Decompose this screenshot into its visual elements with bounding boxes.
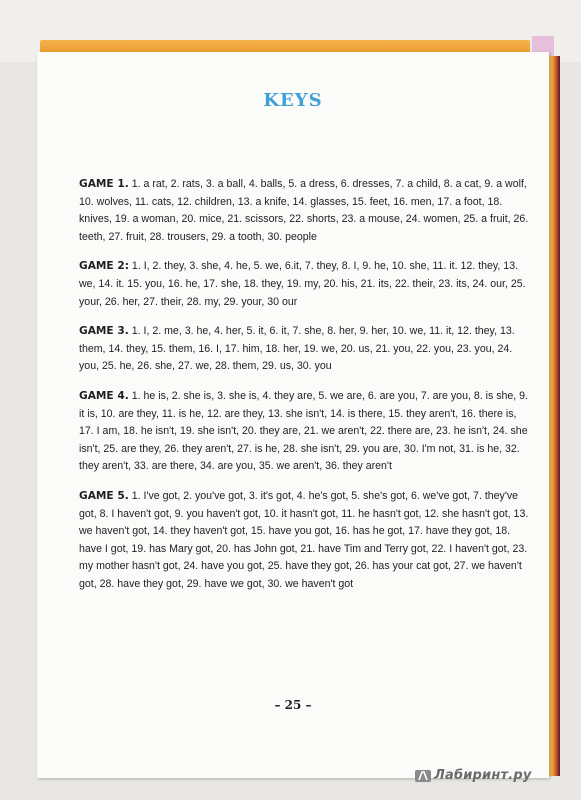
keys-content (79, 176, 529, 605)
game-answers-text: 1. I, 2. me, 3. he, 4. her, 5. it, 6. it, 7. she, 8. her, 9. her, 10. we, 11. it, 12. they, 13. them, 14. they, 15. them, 16. I, 17. him, 18. her, 19. we, 20. us, 21. you, 22. you, 23. you, 24. you, 25. he, 26. she, 27. we, 28. them, 29. us, 30. you (79, 325, 515, 373)
game-answers-text: 1. a rat, 2. rats, 3. a ball, 4. balls, 5. a dress, 6. dresses, 7. a child, 8. a cat, 9. a wolf, 10. wolves, 11. cats, 12. children, 13. a knife, 14. glasses, 15. feet, 16. men, 17. a foot, 18. knives, 19. a woman, 20. mice, 21. scissors, 22. shorts, 23. a mouse, 24. women, 25. a fruit, 26. teeth, 27. fruit, 28. trousers, 29. a tooth, 30. people (79, 178, 529, 243)
book-side-edge (548, 56, 560, 776)
labirint-logo-icon (414, 768, 432, 784)
game-label: GAME 4. (79, 389, 129, 402)
game-answers-text: 1. I've got, 2. you've got, 3. it's got, 4. he's got, 5. she's got, 6. we've got, 7. they've got, 8. I haven't got, 9. you haven't got, 10. it hasn't got, 11. he hasn't got, 12. she hasn't got, 13. we haven't got, 14. they haven't got, 15. have you got, 16. has he got, 17. have they got, 18. have I got, 19. has Mary got, 20. has John got, 21. have Tim and Terry got, 22. I haven't got, 23. my mother hasn't got, 24. have you got, 25. have they got, 26. has your cat got, 27. we haven't got, 28. have they got, 29. have we got, 30. we haven't got (79, 489, 529, 590)
game-3-answers (79, 323, 529, 376)
game-answers-text: 1. he is, 2. she is, 3. she is, 4. they are, 5. we are, 6. are you, 7. are you, 8. is she, 9. it is, 10. are they, 11. is he, 12. are they, 13. she isn't, 14. is there, 15. they aren't, 16. there is, 17. I am, 18. he isn't, 19. she isn't, 20. they are, 21. we aren't, 22. there are, 23. he isn't, 24. she isn't, 25. are they, 26. they aren't, 27. is he, 28. she isn't, 29. you are, 30. I'm not, 31. is he, 32. they aren't, 33. are there, 34. are you, 35. we aren't, 36. they aren't (79, 389, 529, 473)
page-title: KEYS (263, 90, 323, 111)
game-1-answers (79, 176, 529, 246)
game-answers-text: 1. I, 2. they, 3. she, 4. he, 5. we, 6.it, 7. they, 8. I, 9. he, 10. she, 11. it. 12. they, 13. we, 14. it. 15. you, 16. he, 17. she, 18. they, 19. my, 20. his, 21. its, 22. their, 23. its, 24. our, 25. your, 26. her, 27. their, 28. my, 29. your, 30 our (79, 260, 526, 308)
game-label: GAME 2: (79, 260, 129, 273)
book-page (37, 52, 549, 778)
watermark: Лабиринт.ру (434, 768, 532, 783)
game-label: GAME 5. (79, 489, 129, 502)
game-2-answers (79, 258, 529, 311)
page-number: – 25 – (274, 698, 312, 712)
game-label: GAME 1. (79, 178, 129, 190)
game-5-answers (79, 488, 529, 594)
game-label: GAME 3. (79, 325, 129, 338)
game-4-answers (79, 388, 529, 476)
